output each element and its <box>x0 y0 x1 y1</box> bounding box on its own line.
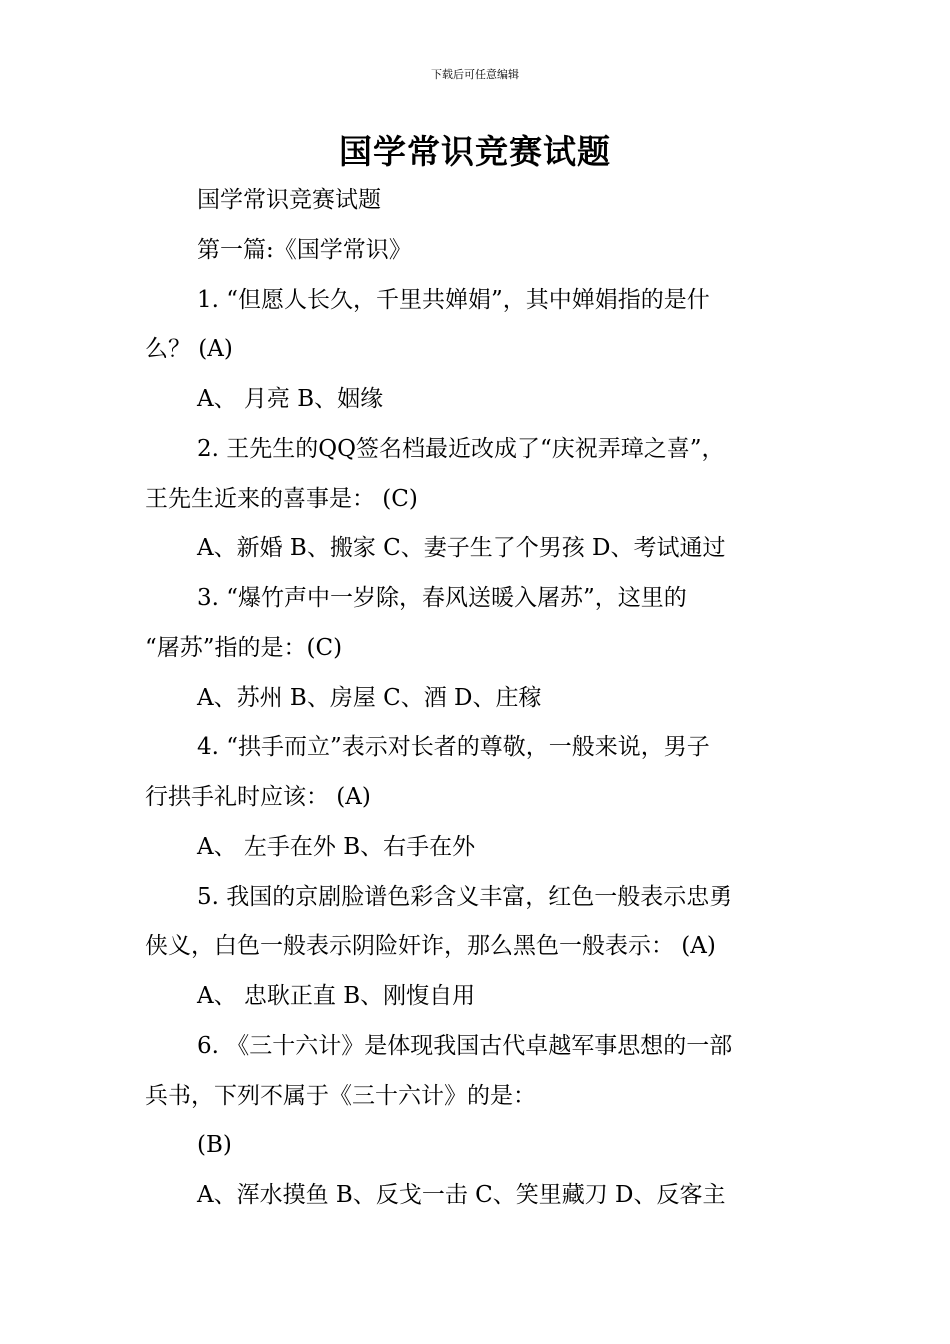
question-4-line-1: 4. “拱手而立”表示对长者的尊敬，一般来说，男子 <box>197 734 710 760</box>
question-1-line-1: 1. “但愿人长久，千里共婵娟”，其中婵娟指的是什 <box>197 287 710 313</box>
question-3-line-1: 3. “爆竹声中一岁除，春风送暖入屠苏”，这里的 <box>197 585 687 611</box>
question-5-line-2: 侠义，白色一般表示阴险奸诈，那么黑色一般表示： (A) <box>145 933 716 959</box>
section-heading: 第一篇:《国学常识》 <box>197 237 412 263</box>
question-1-options: A、 月亮 B、姻缘 <box>197 386 384 412</box>
question-3-options: A、苏州 B、房屋 C、酒 D、庄稼 <box>197 685 542 711</box>
question-6-line-2: 兵书，下列不属于《三十六计》的是： <box>145 1083 536 1109</box>
question-5-options: A、 忠耿正直 B、刚愎自用 <box>197 983 476 1009</box>
question-4-line-2: 行拱手礼时应该： (A) <box>145 784 371 810</box>
question-3-line-2: “屠苏”指的是：(C) <box>145 635 343 661</box>
question-6-options: A、浑水摸鱼 B、反戈一击 C、笑里藏刀 D、反客主 <box>197 1182 726 1208</box>
question-5-line-1: 5. 我国的京剧脸谱色彩含义丰富，红色一般表示忠勇 <box>197 884 733 910</box>
question-2-options: A、新婚 B、搬家 C、妻子生了个男孩 D、考试通过 <box>197 535 726 561</box>
document-title: 国学常识竞赛试题 <box>339 132 611 171</box>
question-6-line-1: 6. 《三十六计》是体现我国古代卓越军事思想的一部 <box>197 1033 733 1059</box>
question-2-line-2: 王先生近来的喜事是： (C) <box>145 486 418 512</box>
subtitle-line: 国学常识竞赛试题 <box>197 187 381 213</box>
question-4-options: A、 左手在外 B、右手在外 <box>197 834 476 860</box>
header-note: 下载后可任意编辑 <box>431 68 519 81</box>
question-2-line-1: 2. 王先生的QQ签名档最近改成了“庆祝弄璋之喜”， <box>197 436 725 462</box>
question-6-answer: (B) <box>197 1132 232 1158</box>
question-1-line-2: 么？ (A) <box>145 336 233 362</box>
